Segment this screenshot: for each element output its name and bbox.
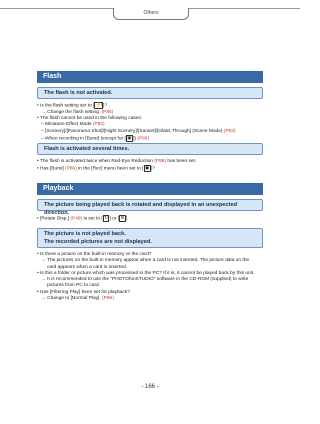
chapter-tab: Others [113,8,189,20]
question-line: The picture is not played back. [44,231,126,237]
page-ref-link[interactable]: (P82) [92,122,105,128]
answer-line: • [Rotate Disp.] [37,216,70,222]
page-ref-link[interactable]: (P49) [70,216,83,222]
question-rotated-display: The picture being played back is rotated and displayed in an unexpected direction. [37,199,263,211]
answer-rotated-display [37,215,263,223]
answer-line: → It is recommended to use the "PHOTOfunSTUDIO" software in the CD-ROM (supplied) to write [41,277,249,283]
answer-line: has been set. [167,159,197,164]
answer-line-suffix: ]? [103,103,108,109]
question-not-played-back [37,228,263,248]
answer-line: – [Scenery]/[Panorama Shot]/[Night Scenery]/[Sunset]/[Glass Through] (Scene Mode) [41,128,223,134]
answer-line: • Has [Burst] [37,166,64,172]
answer-line-suffix: ) [134,136,137,142]
page-ref-link[interactable]: (P86) [137,136,150,142]
question-line: The recorded pictures are not displayed. [44,238,152,245]
answer-line: • Is this a folder or picture which was processed in the PC? If it is, it cannot be played back by this unit. [37,270,255,276]
answer-line: → Change to [Normal Play]. [41,296,101,302]
page-ref-link[interactable]: (P88) [154,159,167,164]
page-ref-link[interactable]: (P63) [223,128,236,134]
rotate-off-icon: ↻̸ [120,215,125,220]
answer-line: • Has [Filtering Play] been set for playback? [37,289,130,295]
answer-line: – When recording in [Burst] (except for [ [41,136,126,142]
answer-flash-several-times [37,159,263,173]
page-ref-link[interactable]: (P86) [101,109,114,115]
answer-not-played-back [37,252,263,302]
answer-line: • Is there a picture on the built-in memory or the card? [37,252,152,257]
page-ref-link[interactable]: (P86) [65,166,77,172]
rotate-icon: ↻ [104,215,108,220]
section-header-playback: Playback [37,183,263,195]
page-number: - 166 - [141,384,159,390]
answer-line: ] or [ [109,216,120,222]
answer-line: is set to [ [83,216,103,222]
answer-flash-not-activated: • Is the flash setting set to [ ⚡̸ ]? → Change the flash setting. (P86) • The flash cannot be used in the following cases: – Miniature Effect Mode (P82) – [Scenery]/[Panorama Shot]/[Night Scenery]/[Sunset]/[Glass Through] (Scene Mode) (P63) – When recording in [Burst] (except for [ ▣ ]) (P86) [37,102,236,142]
page-ref-link[interactable]: (P66) [102,296,114,302]
burst-icon: ▣ [145,165,150,171]
answer-line: • The flash cannot be used in the following cases: [37,116,143,122]
answer-line: ]. [125,216,129,222]
section-header-flash: Flash [37,71,263,83]
question-flash-not-activated: The flash is not activated. [37,87,263,99]
answer-line: • Is the flash setting set to [ [37,103,95,109]
answer-line-suffix: ]? [150,166,155,172]
answer-line: pictures from PC to card. [47,283,101,289]
question-flash-several-times: Flash is activated several times. [37,143,263,155]
answer-line: • The flash is activated twice when Red-Eye Reduction [37,159,153,164]
answer-line: → Change the flash setting. [41,109,101,115]
answer-line: → The pictures on the built-in memory appear when a card is not inserted. The picture data on the [41,258,250,264]
answer-line: – Miniature Effect Mode [41,122,92,128]
flash-off-icon: ⚡̸ [95,102,102,107]
burst-icon: ▣ [127,135,132,140]
answer-line: in the [Rec] menu been set to [ [78,166,144,172]
answer-line: card appears when a card is inserted. [47,264,127,270]
